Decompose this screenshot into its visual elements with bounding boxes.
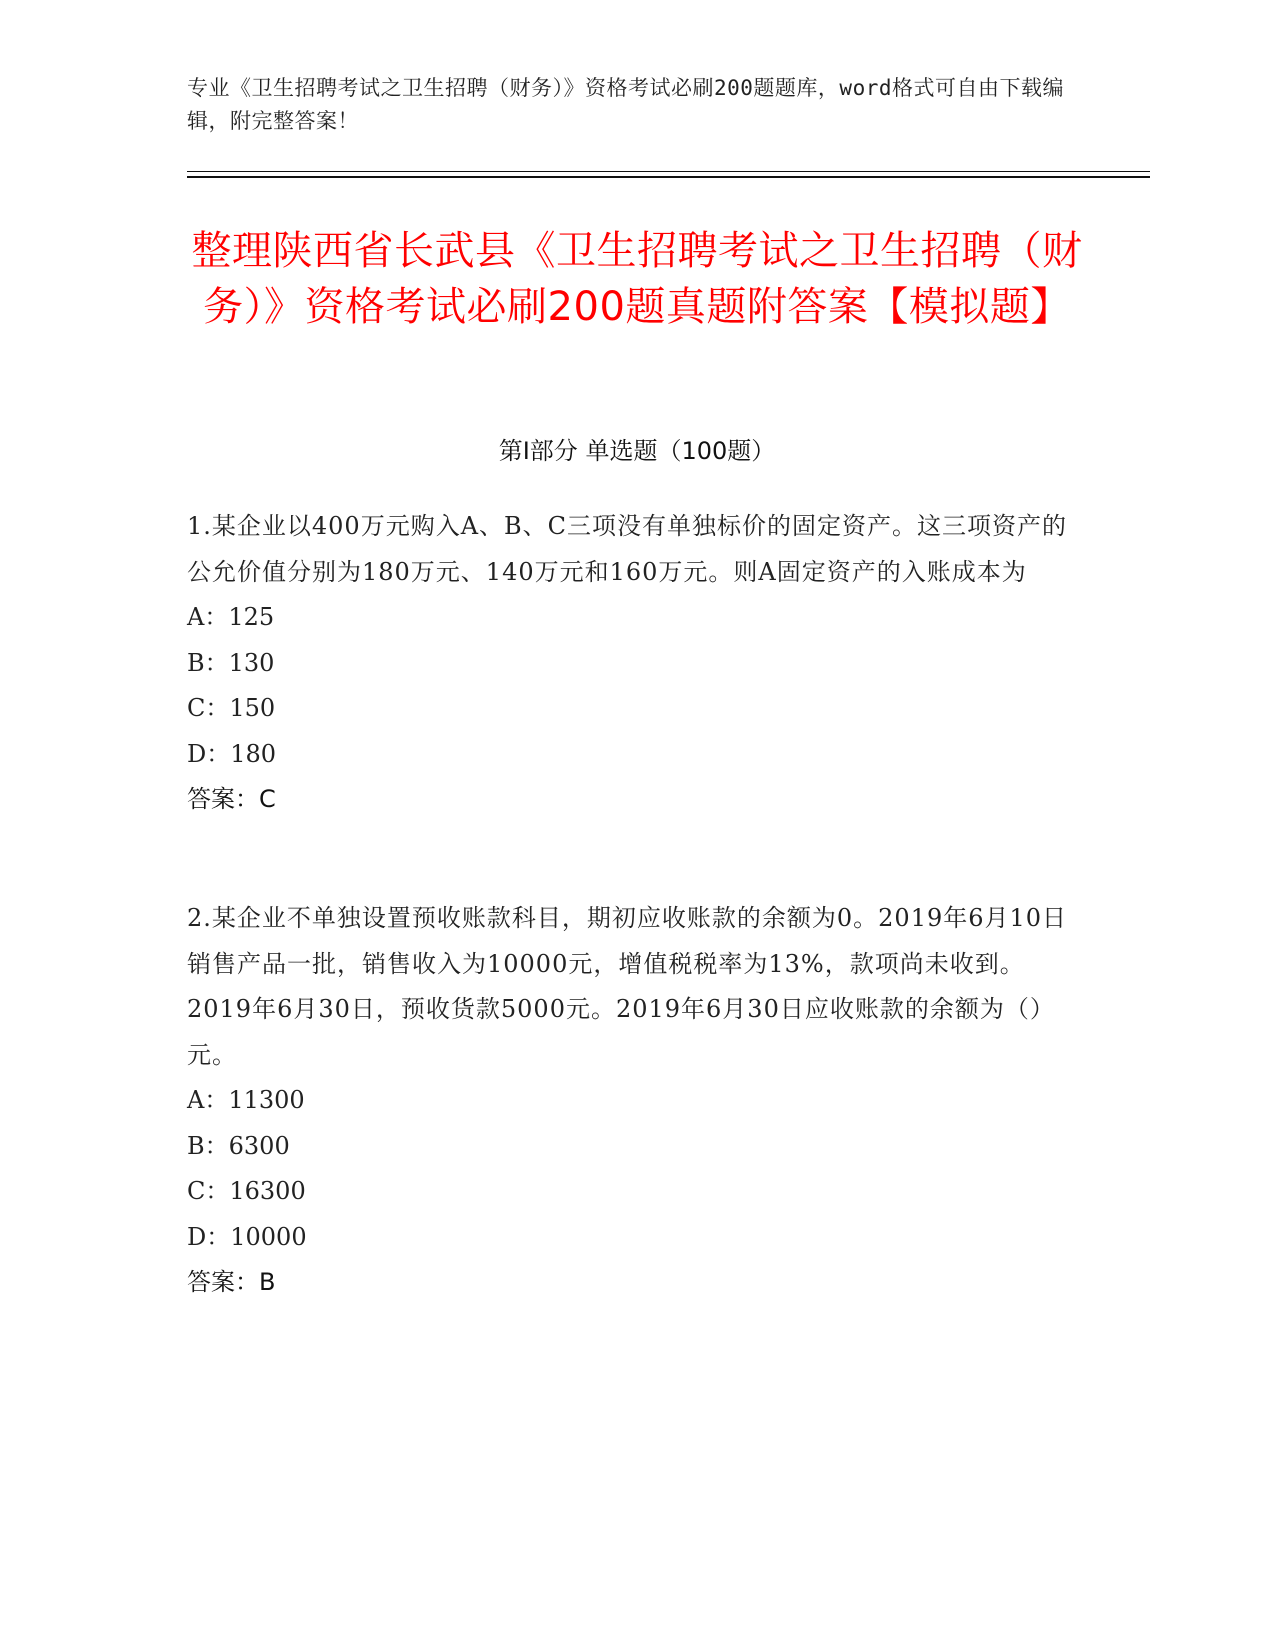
option-a: A：11300	[187, 1086, 305, 1114]
option-d: D：180	[187, 739, 277, 768]
question-stem: 2.某企业不单独设置预收账款科目，期初应收账款的余额为0。2019年6月10日销售产品一批，销售收入为10000元，增值税税率为13%，款项尚未收到。2019年6月30日，预收货款5000元。2019年6月30日应收账款的余额为（）元。	[187, 904, 1068, 1069]
header-divider-thick	[187, 176, 1150, 178]
question-2	[187, 896, 1087, 1306]
header-note: 专业《卫生招聘考试之卫生招聘（财务）》资格考试必刷200题题库，word格式可自由下载编辑，附完整答案！	[187, 76, 1064, 133]
section-heading: 第Ⅰ部分 单选题（100题）	[498, 437, 776, 465]
option-a: A：125	[187, 603, 275, 631]
option-c: C：150	[187, 694, 276, 722]
answer: 答案：B	[187, 1268, 276, 1296]
option-d: D：10000	[187, 1222, 307, 1251]
option-b: B：6300	[187, 1131, 290, 1160]
document-title: 整理陕西省长武县《卫生招聘考试之卫生招聘（财务）》资格考试必刷200题真题附答案【模拟题】	[191, 228, 1083, 330]
question-stem: 1.某企业以400万元购入A、B、C三项没有单独标价的固定资产。这三项资产的公允价值分别为180万元、140万元和160万元。则A固定资产的入账成本为	[187, 512, 1068, 586]
option-b: B：130	[187, 648, 275, 677]
question-1	[187, 504, 1087, 823]
answer: 答案：C	[187, 785, 276, 813]
header-divider-thin	[187, 171, 1150, 172]
option-c: C：16300	[187, 1177, 306, 1205]
